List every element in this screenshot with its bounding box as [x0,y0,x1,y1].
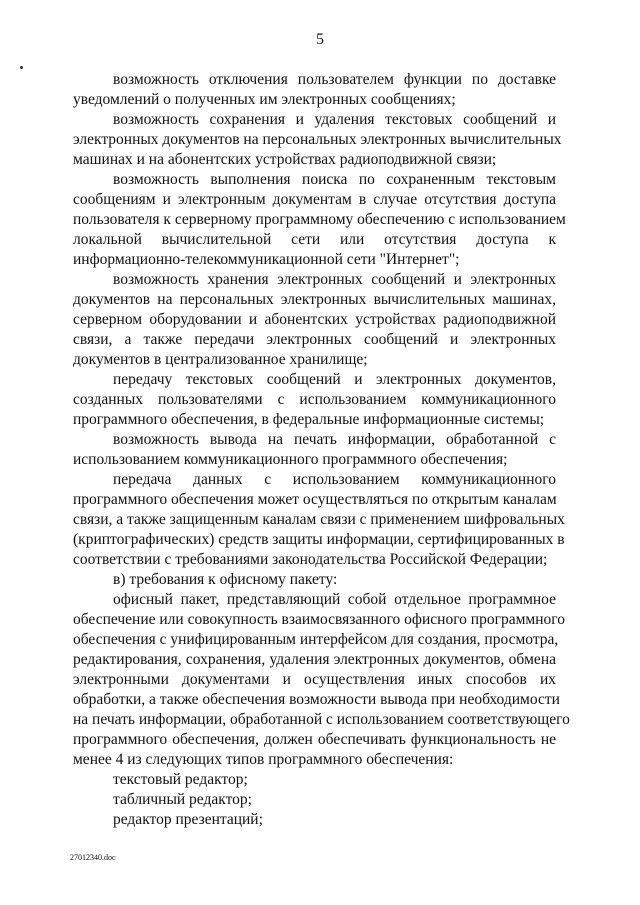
text-line: электронных документов на персональных электронных вычислительных [73,131,562,148]
paragraph [73,70,556,110]
text-line: связи, а также передачи электронных сообщений и электронных [73,331,556,348]
paragraph [73,110,562,170]
text-line: табличный редактор; [113,791,252,808]
paragraph [73,170,566,270]
text-line: уведомлений о полученных им электронных сообщениях; [73,91,456,108]
text-line: редактор презентаций; [113,811,263,828]
text-line: электронными документами и осуществления иных способов их [73,671,556,688]
text-line: документов на персональных электронных вычислительных машинах, [73,291,556,308]
text-line: программного обеспечения может осуществляться по открытым каналам [73,491,557,508]
text-line: обработки, а также обеспечения возможности вывода при необходимости [73,691,560,708]
text-line: созданных пользователями с использованием коммуникационного [73,391,556,408]
text-line: возможность отключения пользователем функции по доставке [113,71,556,88]
paragraph [73,770,556,790]
text-line: текстовый редактор; [113,771,248,788]
text-line: редактирования, сохранения, удаления электронных документов, обмена [73,651,556,668]
text-line: передача данных с использованием коммуникационного [113,471,556,488]
text-line: возможность выполнения поиска по сохраненным текстовым [113,171,556,188]
text-line: обеспечения с унифицированным интерфейсом для создания, просмотра, [73,631,559,648]
paragraph [73,790,556,810]
text-line: серверном оборудовании и абонентских устройствах радиоподвижной [73,311,556,328]
scan-speck [20,66,23,69]
text-line: в) требования к офисному пакету: [113,571,338,588]
text-line: локальной вычислительной сети или отсутствия доступа к [73,231,556,248]
text-line: возможность хранения электронных сообщений и электронных [113,271,556,288]
text-line: передачу текстовых сообщений и электронных документов, [113,371,556,388]
text-line: сообщениям и электронным документам в случае отсутствия доступа [73,191,556,208]
text-line: возможность вывода на печать информации, обработанной с [113,431,556,448]
text-line: связи, а также защищенным каналам связи с применением шифровальных [73,511,565,528]
text-line: машинах и на абонентских устройствах радиоподвижной связи; [73,151,497,168]
text-line: документов в централизованное хранилище; [73,351,368,368]
text-line: возможность сохранения и удаления текстовых сообщений и [113,111,556,128]
text-line: менее 4 из следующих типов программного обеспечения: [73,751,454,768]
paragraph [73,430,556,470]
page-number: 5 [316,31,324,48]
text-line: офисный пакет, представляющий собой отдельное программное [113,591,556,608]
text-line: программного обеспечения, должен обеспечивать функциональность не [73,731,556,748]
paragraph [73,370,556,430]
paragraph [73,470,565,570]
paragraph [73,590,570,770]
paragraph [73,810,556,830]
text-line: на печать информации, обработанной с использованием соответствующего [73,711,570,728]
text-line: обеспечение или совокупность взаимосвязанного офисного программного [73,611,565,628]
document-body [73,70,570,830]
text-line: (криптографических) средств защиты информации, сертифицированных в [73,531,565,548]
paragraph [73,270,556,370]
paragraph [73,570,556,590]
text-line: использованием коммуникационного программного обеспечения; [73,451,508,468]
footer-filename: 27012340.doc [70,853,116,862]
text-line: пользователя к серверному программному обеспечению с использованием [73,211,566,228]
text-line: информационно-телекоммуникационной сети "Интернет"; [73,251,460,268]
text-line: программного обеспечения, в федеральные информационные системы; [73,411,545,428]
text-line: соответствии с требованиями законодательства Российской Федерации; [73,551,548,568]
